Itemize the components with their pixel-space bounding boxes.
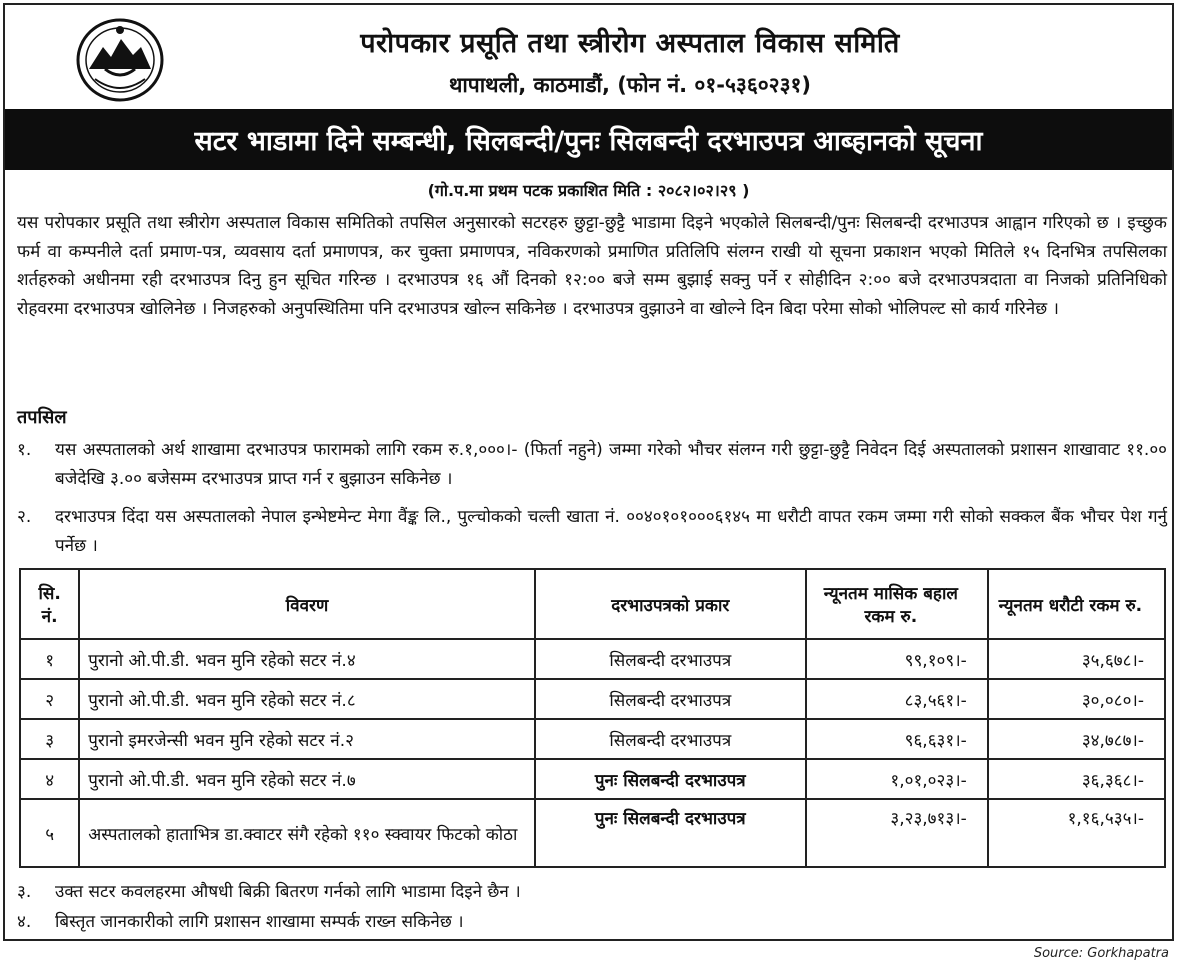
cell-min-deposit: ३६,३६८।- [988, 759, 1165, 799]
condition-text: बिस्तृत जानकारीको लागि प्रशासन शाखामा सम्पर्क राख्न सकिनेछ । [55, 912, 464, 932]
shutter-rent-table [19, 568, 1166, 868]
cell-bid-type: पुनः सिलबन्दी दरभाउपत्र [535, 759, 806, 799]
condition-item [17, 436, 1167, 493]
cell-bid-type: सिलबन्दी दरभाउपत्र [535, 639, 806, 679]
condition-number: २. [17, 507, 32, 527]
cell-min-rent: ९६,६३१।- [806, 719, 988, 759]
cell-sn: १ [20, 639, 79, 679]
section-title: तपसिल [17, 407, 67, 428]
hospital-emblem-icon [75, 17, 165, 103]
table-header-row [20, 569, 1165, 639]
publication-date: (गो.प.मा प्रथम पटक प्रकाशित मिति : २०८२।०२।२९ ) [427, 181, 750, 200]
condition-item [17, 908, 1167, 937]
cell-min-deposit: ३५,६७८।- [988, 639, 1165, 679]
table-row [20, 759, 1165, 799]
organization-name: परोपकार प्रसूति तथा स्त्रीरोग अस्पताल विकास समिति [360, 28, 900, 59]
cell-description: पुरानो ओ.पी.डी. भवन मुनि रहेको सटर नं.४ [79, 639, 535, 679]
cell-min-deposit: १,१६,५३५।- [988, 799, 1165, 867]
cell-sn: ३ [20, 719, 79, 759]
table-row [20, 719, 1165, 759]
header-min-deposit: न्यूनतम धरौटी रकम रु. [988, 569, 1165, 639]
condition-text: दरभाउपत्र दिंदा यस अस्पतालको नेपाल इन्भेष्टमेन्ट मेगा वैंङ्क लि., पुल्चोकको चल्ती खाता नं. ००४०१०१०००६१४५ मा धरौटी वापत रकम जम्मा गरी सोको सक्कल बैंक भौचर पेश गर्नु पर्नेछ । [55, 507, 1167, 556]
condition-text: उक्त सटर कवलहरमा औषधी बिक्री बितरण गर्नको लागि भाडामा दिइने छैन । [55, 882, 521, 902]
header-description: विवरण [79, 569, 535, 639]
organization-address: थापाथली, काठमाडौं, (फोन नं. ०१-५३६०२३१) [448, 73, 812, 97]
cell-min-rent: ९९,१०९।- [806, 639, 988, 679]
cell-bid-type: सिलबन्दी दरभाउपत्र [535, 679, 806, 719]
notice-title-banner [5, 106, 1172, 170]
condition-item [17, 503, 1167, 560]
cell-min-rent: ३,२३,७१३।- [806, 799, 988, 867]
cell-description: पुरानो ओ.पी.डी. भवन मुनि रहेको सटर नं.७ [79, 759, 535, 799]
notice-frame [3, 3, 1174, 941]
table-row [20, 679, 1165, 719]
header-bid-type: दरभाउपत्रको प्रकार [535, 569, 806, 639]
condition-number: १. [17, 440, 32, 460]
cell-min-deposit: ३४,७८७।- [988, 719, 1165, 759]
condition-number: ४. [17, 912, 32, 932]
condition-number: ३. [17, 882, 32, 902]
intro-paragraph: यस परोपकार प्रसूति तथा स्त्रीरोग अस्पताल विकास समितिको तपसिल अनुसारको सटरहरु छुट्टा-छुट्टै भाडामा दिइने भएकोले सिलबन्दी/पुनः सिलबन्दी दरभाउपत्र आह्वान गरिएको छ । इच्छुक फर्म वा कम्पनीले दर्ता प्रमाण-पत्र, व्यवसाय दर्ता प्रमाणपत्र, कर चुक्ता प्रमाणपत्र, नविकरणको प्रमाणित प्रतिलिपि संलग्न राखी यो सूचना प्रकाशन भएको मितिले १५ दिनभित्र तपसिलका शर्तहरुको अधीनमा रही दरभाउपत्र दिनु हुन सूचित गरिन्छ । दरभाउपत्र १६ औं दिनको १२:०० बजे सम्म बुझाई सक्नु पर्ने र सोहीदिन २:०० बजे दरभाउपत्रदाता वा निजको प्रतिनिधिको रोहवरमा दरभाउपत्र खोलिनेछ । निजहरुको अनुपस्थितिमा पनि दरभाउपत्र खोल्न सकिनेछ । दरभाउपत्र वुझाउने वा खोल्ने दिन बिदा परेमा सोको भोलिपल्ट सो कार्य गरिनेछ । [17, 213, 1167, 319]
cell-min-rent: १,०१,०२३।- [806, 759, 988, 799]
cell-min-deposit: ३०,०८०।- [988, 679, 1165, 719]
table-row [20, 639, 1165, 679]
cell-sn: २ [20, 679, 79, 719]
cell-min-rent: ८३,५६१।- [806, 679, 988, 719]
header-sn: सि. नं. [20, 569, 79, 639]
source-credit: Source: Gorkhapatra [1033, 946, 1169, 961]
notice-header [5, 5, 1172, 105]
condition-item [17, 878, 1167, 907]
cell-bid-type: पुनः सिलबन्दी दरभाउपत्र [535, 799, 806, 867]
cell-description: पुरानो ओ.पी.डी. भवन मुनि रहेको सटर नं.८ [79, 679, 535, 719]
cell-sn: ४ [20, 759, 79, 799]
notice-title: सटर भाडामा दिने सम्बन्धी, सिलबन्दी/पुनः सिलबन्दी दरभाउपत्र आब्हानको सूचना [194, 126, 983, 157]
table-row [20, 799, 1165, 867]
cell-description: पुरानो इमरजेन्सी भवन मुनि रहेको सटर नं.२ [79, 719, 535, 759]
header-min-rent: न्यूनतम मासिक बहाल रकम रु. [806, 569, 988, 639]
cell-bid-type: सिलबन्दी दरभाउपत्र [535, 719, 806, 759]
cell-sn: ५ [20, 799, 79, 867]
cell-description: अस्पतालको हाताभित्र डा.क्वाटर संगै रहेको ११० स्क्वायर फिटको कोठा [79, 799, 535, 867]
condition-text: यस अस्पतालको अर्थ शाखामा दरभाउपत्र फारामको लागि रकम रु.१,०००।- (फिर्ता नहुने) जम्मा गरेको भौचर संलग्न गरी छुट्टा-छुट्टै निवेदन दिई अस्पतालको प्रशासन शाखावाट ११.०० बजेदेखि ३.०० बजेसम्म दरभाउपत्र प्राप्त गर्न र बुझाउन सकिनेछ । [55, 440, 1167, 489]
